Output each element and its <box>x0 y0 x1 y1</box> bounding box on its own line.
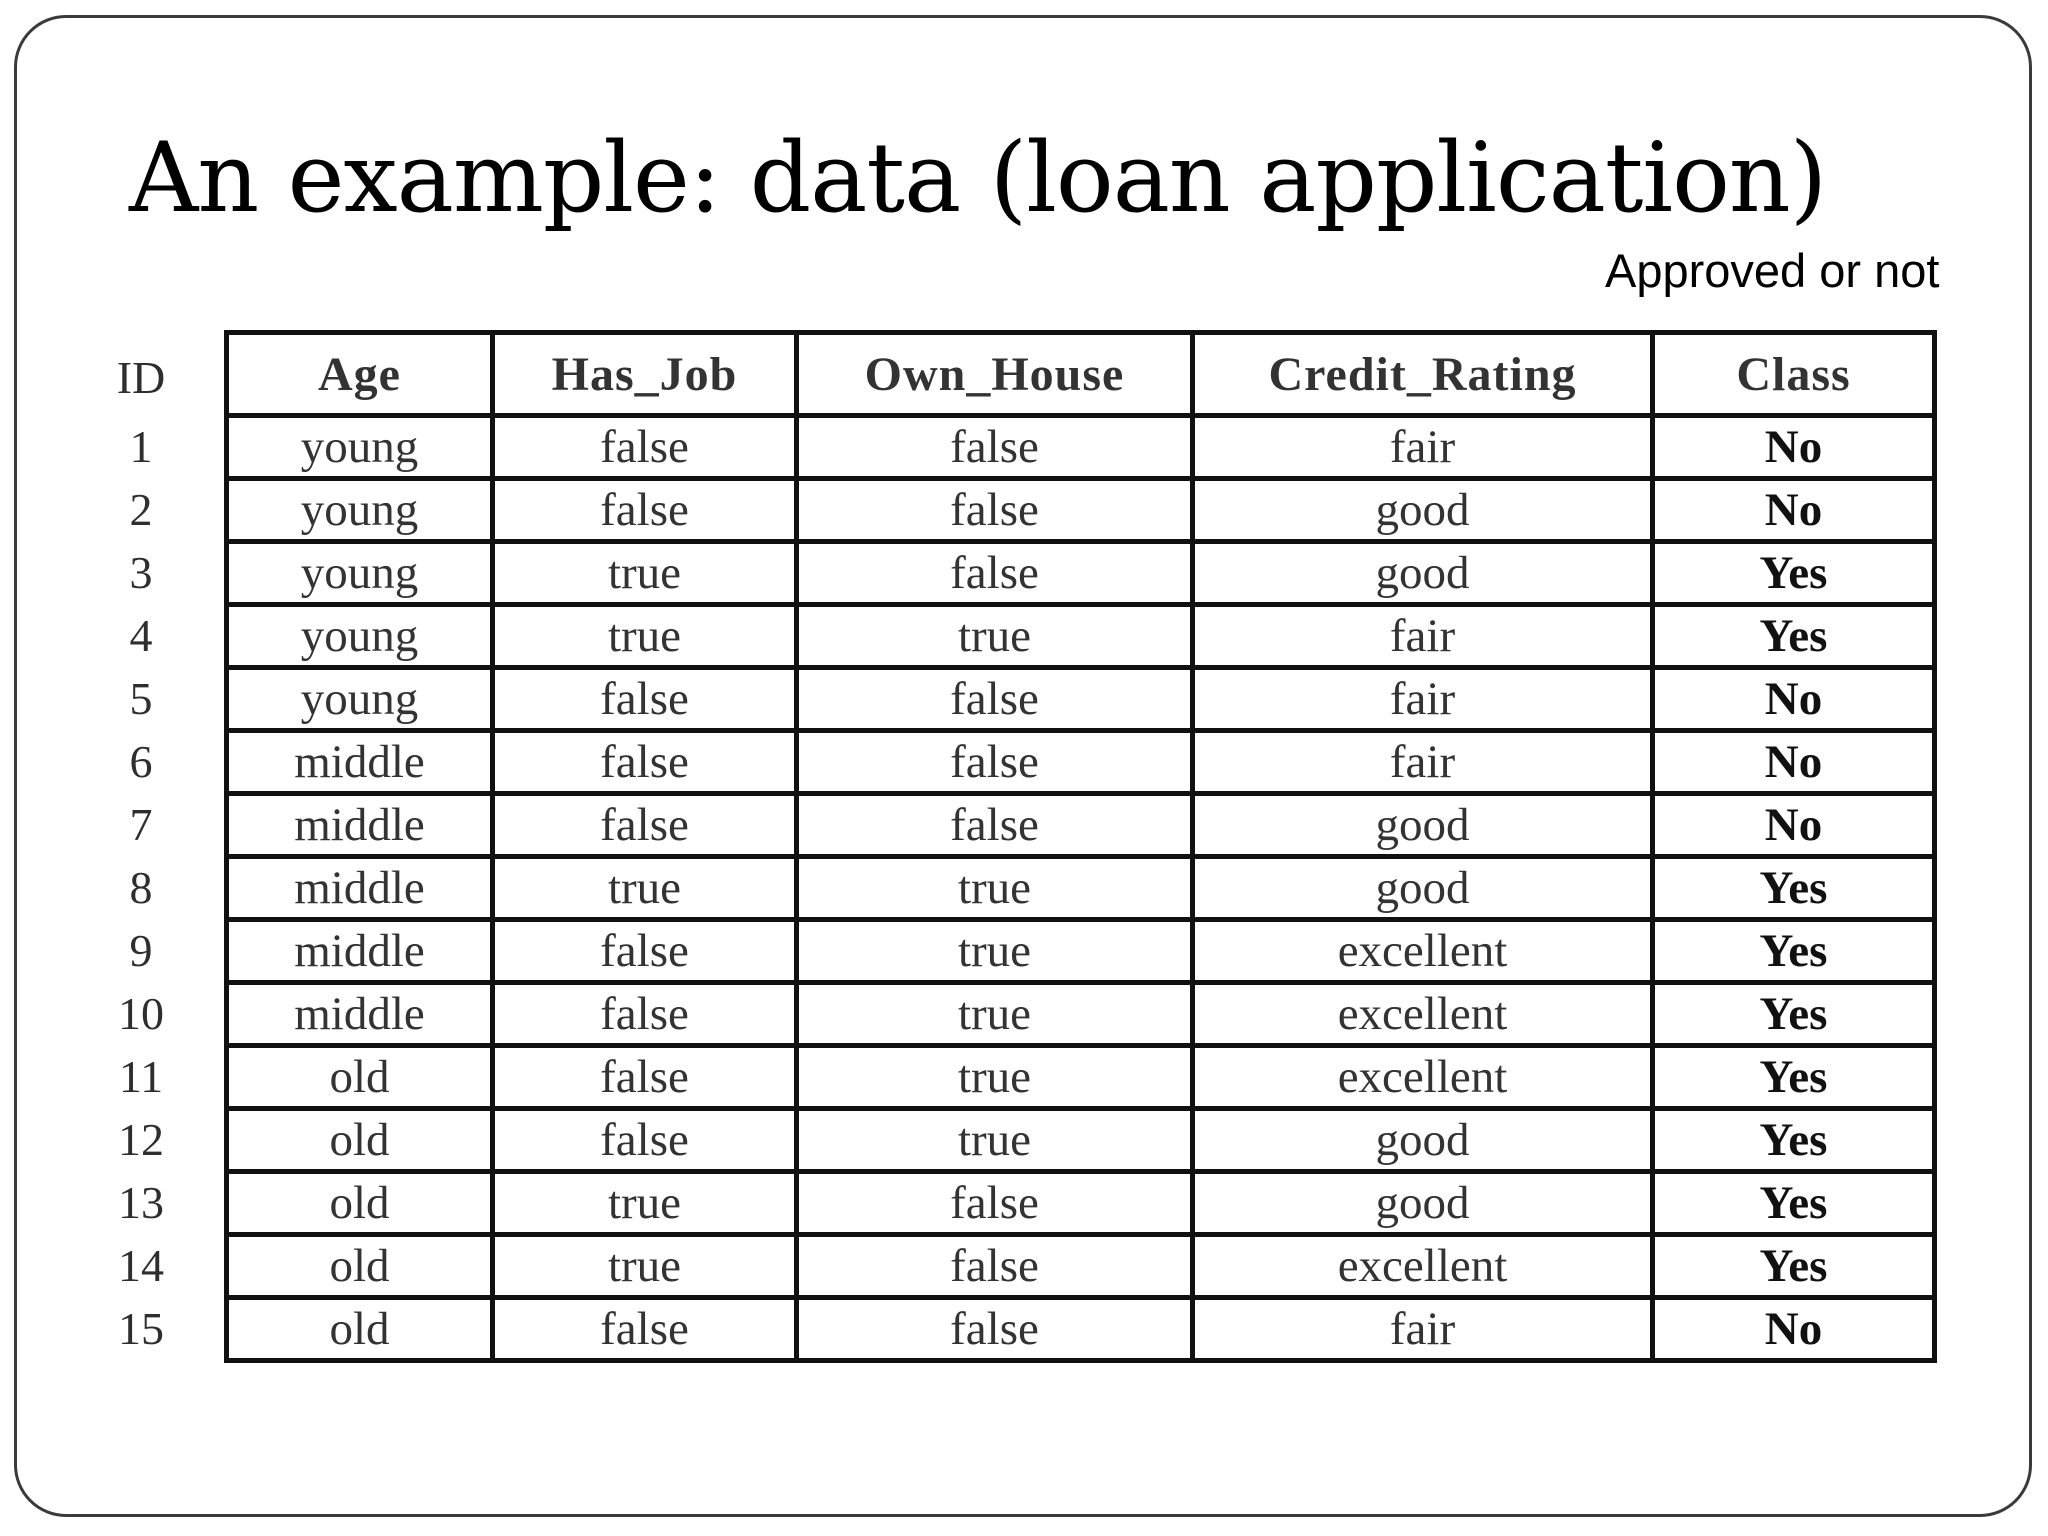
cell-age: young <box>227 416 493 479</box>
cell-class: Yes <box>1653 857 1935 920</box>
cell-class: No <box>1653 668 1935 731</box>
cell-has-job: false <box>493 920 797 983</box>
cell-has-job: false <box>493 1046 797 1109</box>
row-id: 5 <box>129 673 153 724</box>
cell-class: No <box>1653 1298 1935 1361</box>
column-header-own-house: Own_House <box>797 333 1193 416</box>
cell-credit-rating: good <box>1193 857 1653 920</box>
cell-own-house: true <box>797 920 1193 983</box>
row-id: 1 <box>129 421 153 472</box>
cell-credit-rating: good <box>1193 542 1653 605</box>
table-row <box>227 731 1935 794</box>
cell-has-job: false <box>493 668 797 731</box>
cell-credit-rating: excellent <box>1193 1046 1653 1109</box>
table-row <box>227 416 1935 479</box>
cell-credit-rating: good <box>1193 1172 1653 1235</box>
row-id: 6 <box>129 736 153 787</box>
table-row <box>227 1172 1935 1235</box>
row-id: 8 <box>129 862 153 913</box>
cell-class: Yes <box>1653 1235 1935 1298</box>
cell-age: young <box>227 668 493 731</box>
table-row <box>227 605 1935 668</box>
loan-data-table <box>224 330 1937 1363</box>
cell-class: Yes <box>1653 983 1935 1046</box>
row-id: 15 <box>118 1303 164 1354</box>
table-header-row <box>227 333 1935 416</box>
cell-has-job: true <box>493 542 797 605</box>
cell-has-job: false <box>493 983 797 1046</box>
row-id: 11 <box>118 1051 164 1102</box>
cell-own-house: false <box>797 1298 1193 1361</box>
cell-has-job: true <box>493 1172 797 1235</box>
column-header-age: Age <box>227 333 493 416</box>
cell-class: No <box>1653 416 1935 479</box>
class-annotation: Approved or not <box>1605 244 1940 297</box>
row-id: 13 <box>118 1177 164 1228</box>
cell-credit-rating: fair <box>1193 731 1653 794</box>
cell-credit-rating: good <box>1193 794 1653 857</box>
cell-credit-rating: fair <box>1193 605 1653 668</box>
cell-own-house: false <box>797 731 1193 794</box>
cell-own-house: false <box>797 542 1193 605</box>
cell-own-house: false <box>797 794 1193 857</box>
cell-credit-rating: fair <box>1193 1298 1653 1361</box>
cell-age: middle <box>227 857 493 920</box>
cell-own-house: false <box>797 416 1193 479</box>
cell-credit-rating: excellent <box>1193 920 1653 983</box>
cell-own-house: false <box>797 1235 1193 1298</box>
row-id: 14 <box>118 1240 164 1291</box>
cell-class: No <box>1653 794 1935 857</box>
cell-own-house: false <box>797 668 1193 731</box>
table-row <box>227 542 1935 605</box>
cell-credit-rating: excellent <box>1193 983 1653 1046</box>
cell-age: young <box>227 542 493 605</box>
row-id: 4 <box>129 610 153 661</box>
table-row <box>227 1109 1935 1172</box>
table-row <box>227 479 1935 542</box>
cell-age: young <box>227 605 493 668</box>
cell-own-house: true <box>797 1109 1193 1172</box>
cell-own-house: true <box>797 983 1193 1046</box>
cell-has-job: true <box>493 1235 797 1298</box>
cell-age: middle <box>227 731 493 794</box>
table-row <box>227 1298 1935 1361</box>
slide-frame <box>14 15 2032 1517</box>
table-row <box>227 668 1935 731</box>
cell-has-job: false <box>493 731 797 794</box>
cell-has-job: false <box>493 479 797 542</box>
row-id: 9 <box>129 925 153 976</box>
cell-age: old <box>227 1046 493 1109</box>
cell-age: young <box>227 479 493 542</box>
cell-age: old <box>227 1298 493 1361</box>
cell-class: Yes <box>1653 542 1935 605</box>
cell-has-job: true <box>493 605 797 668</box>
cell-class: Yes <box>1653 605 1935 668</box>
cell-age: middle <box>227 794 493 857</box>
table-row <box>227 920 1935 983</box>
row-id: 2 <box>129 484 153 535</box>
slide-title: An example: data (loan application) <box>129 122 1827 234</box>
table-row <box>227 983 1935 1046</box>
cell-has-job: false <box>493 416 797 479</box>
cell-class: Yes <box>1653 920 1935 983</box>
table-row <box>227 1235 1935 1298</box>
cell-credit-rating: good <box>1193 479 1653 542</box>
cell-class: No <box>1653 479 1935 542</box>
cell-own-house: false <box>797 1172 1193 1235</box>
id-header: ID <box>116 352 166 403</box>
row-id: 12 <box>118 1114 164 1165</box>
cell-credit-rating: good <box>1193 1109 1653 1172</box>
cell-class: Yes <box>1653 1172 1935 1235</box>
cell-credit-rating: fair <box>1193 668 1653 731</box>
cell-has-job: false <box>493 794 797 857</box>
cell-age: old <box>227 1172 493 1235</box>
cell-own-house: true <box>797 1046 1193 1109</box>
cell-credit-rating: excellent <box>1193 1235 1653 1298</box>
cell-has-job: false <box>493 1109 797 1172</box>
row-id: 3 <box>129 547 153 598</box>
cell-has-job: false <box>493 1298 797 1361</box>
column-header-class: Class <box>1653 333 1935 416</box>
cell-has-job: true <box>493 857 797 920</box>
cell-class: Yes <box>1653 1109 1935 1172</box>
cell-age: middle <box>227 920 493 983</box>
column-header-has-job: Has_Job <box>493 333 797 416</box>
cell-age: old <box>227 1109 493 1172</box>
table-row <box>227 794 1935 857</box>
row-id: 7 <box>129 799 153 850</box>
cell-own-house: true <box>797 605 1193 668</box>
cell-class: No <box>1653 731 1935 794</box>
cell-class: Yes <box>1653 1046 1935 1109</box>
cell-age: old <box>227 1235 493 1298</box>
cell-age: middle <box>227 983 493 1046</box>
cell-credit-rating: fair <box>1193 416 1653 479</box>
cell-own-house: false <box>797 479 1193 542</box>
table-row <box>227 857 1935 920</box>
table-row <box>227 1046 1935 1109</box>
cell-own-house: true <box>797 857 1193 920</box>
row-id: 10 <box>118 988 164 1039</box>
column-header-credit-rating: Credit_Rating <box>1193 333 1653 416</box>
